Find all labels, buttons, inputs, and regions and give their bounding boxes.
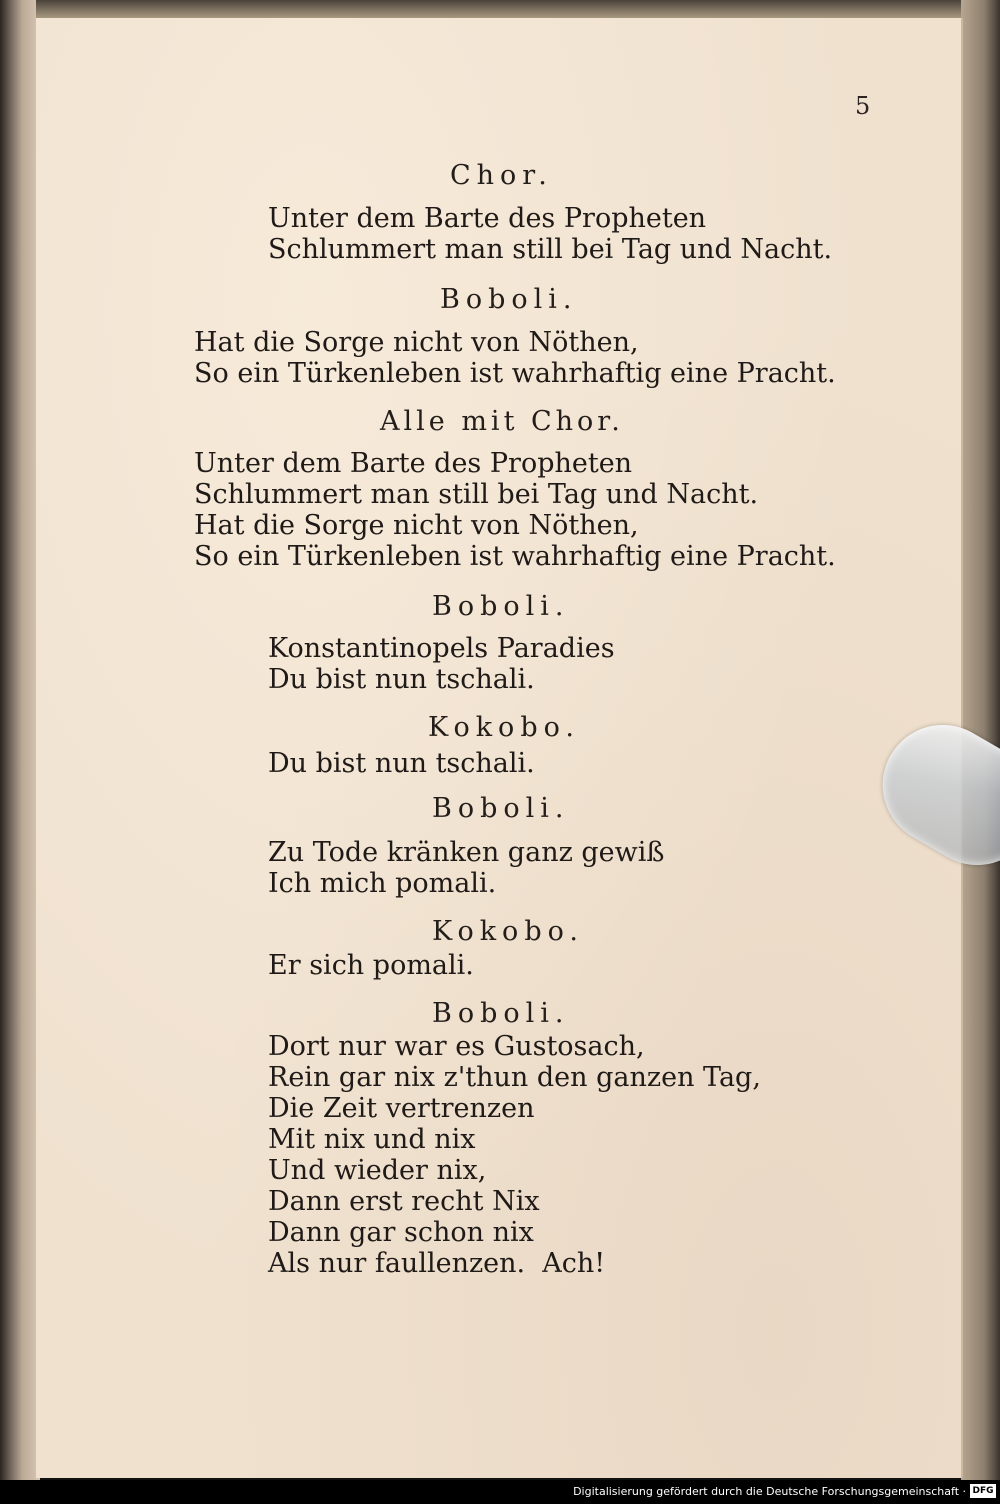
verse-lines <box>268 837 664 899</box>
verse-line: Schlummert man still bei Tag und Nacht. <box>194 479 759 510</box>
verse-line: So ein Türkenleben ist wahrhaftig eine Pracht. <box>194 541 836 572</box>
verse-line: Unter dem Barte des Propheten <box>268 203 707 234</box>
speech-block <box>432 998 570 1029</box>
speech-block <box>380 406 624 437</box>
page-top-edge <box>36 0 961 18</box>
footer-bar <box>0 1480 1000 1504</box>
verse-lines <box>194 448 836 572</box>
verse-lines <box>194 327 836 389</box>
speaker-name: Kokobo. <box>432 916 584 947</box>
verse-line: Hat die Sorge nicht von Nöthen, <box>194 327 639 358</box>
verse-line: Ich mich pomali. <box>268 868 497 899</box>
verse-line: Unter dem Barte des Propheten <box>194 448 633 479</box>
speech-block <box>450 160 553 191</box>
speech-block <box>432 916 584 947</box>
verse-line: Dann erst recht Nix <box>268 1186 540 1217</box>
verse-line: Zu Tode kränken ganz gewiß <box>268 837 665 868</box>
verse-line: Dort nur war es Gustosach, <box>268 1031 645 1062</box>
verse-lines <box>268 1031 761 1279</box>
speaker-name: Boboli. <box>432 998 570 1029</box>
speaker-name: Boboli. <box>440 284 578 315</box>
verse-line: Hat die Sorge nicht von Nöthen, <box>194 510 639 541</box>
speaker-name: Chor. <box>450 160 553 191</box>
dfg-logo-icon: DFG <box>970 1484 996 1498</box>
verse-line: Die Zeit vertrenzen <box>268 1093 535 1124</box>
verse-line: So ein Türkenleben ist wahrhaftig eine Pracht. <box>194 358 836 389</box>
page-number: 5 <box>855 92 871 120</box>
verse-line: Schlummert man still bei Tag und Nacht. <box>268 234 833 265</box>
verse-line: Er sich pomali. <box>268 950 474 981</box>
speech-block <box>432 591 570 622</box>
verse-line: Und wieder nix, <box>268 1155 487 1186</box>
book-spine <box>0 0 40 1480</box>
verse-lines <box>268 633 615 695</box>
verse-line: Mit nix und nix <box>268 1124 476 1155</box>
funding-notice: Digitalisierung gefördert durch die Deutsche Forschungsgemeinschaft · <box>573 1485 966 1498</box>
speech-block <box>432 793 570 824</box>
verse-line: Als nur faullenzen. Ach! <box>268 1248 606 1279</box>
speaker-name: Boboli. <box>432 591 570 622</box>
speaker-name: Kokobo. <box>428 712 580 743</box>
verse-line: Du bist nun tschali. <box>268 664 535 695</box>
verse-lines <box>268 203 832 265</box>
speaker-name: Boboli. <box>432 793 570 824</box>
verse-line: Dann gar schon nix <box>268 1217 534 1248</box>
speaker-name: Alle mit Chor. <box>380 406 624 437</box>
verse-line: Rein gar nix z'thun den ganzen Tag, <box>268 1062 761 1093</box>
speech-block <box>428 712 580 743</box>
verse-line: Konstantinopels Paradies <box>268 633 615 664</box>
verse-line: Du bist nun tschali. <box>268 748 535 779</box>
speech-block <box>440 284 578 315</box>
verse-lines <box>268 748 535 779</box>
verse-lines <box>268 950 474 981</box>
